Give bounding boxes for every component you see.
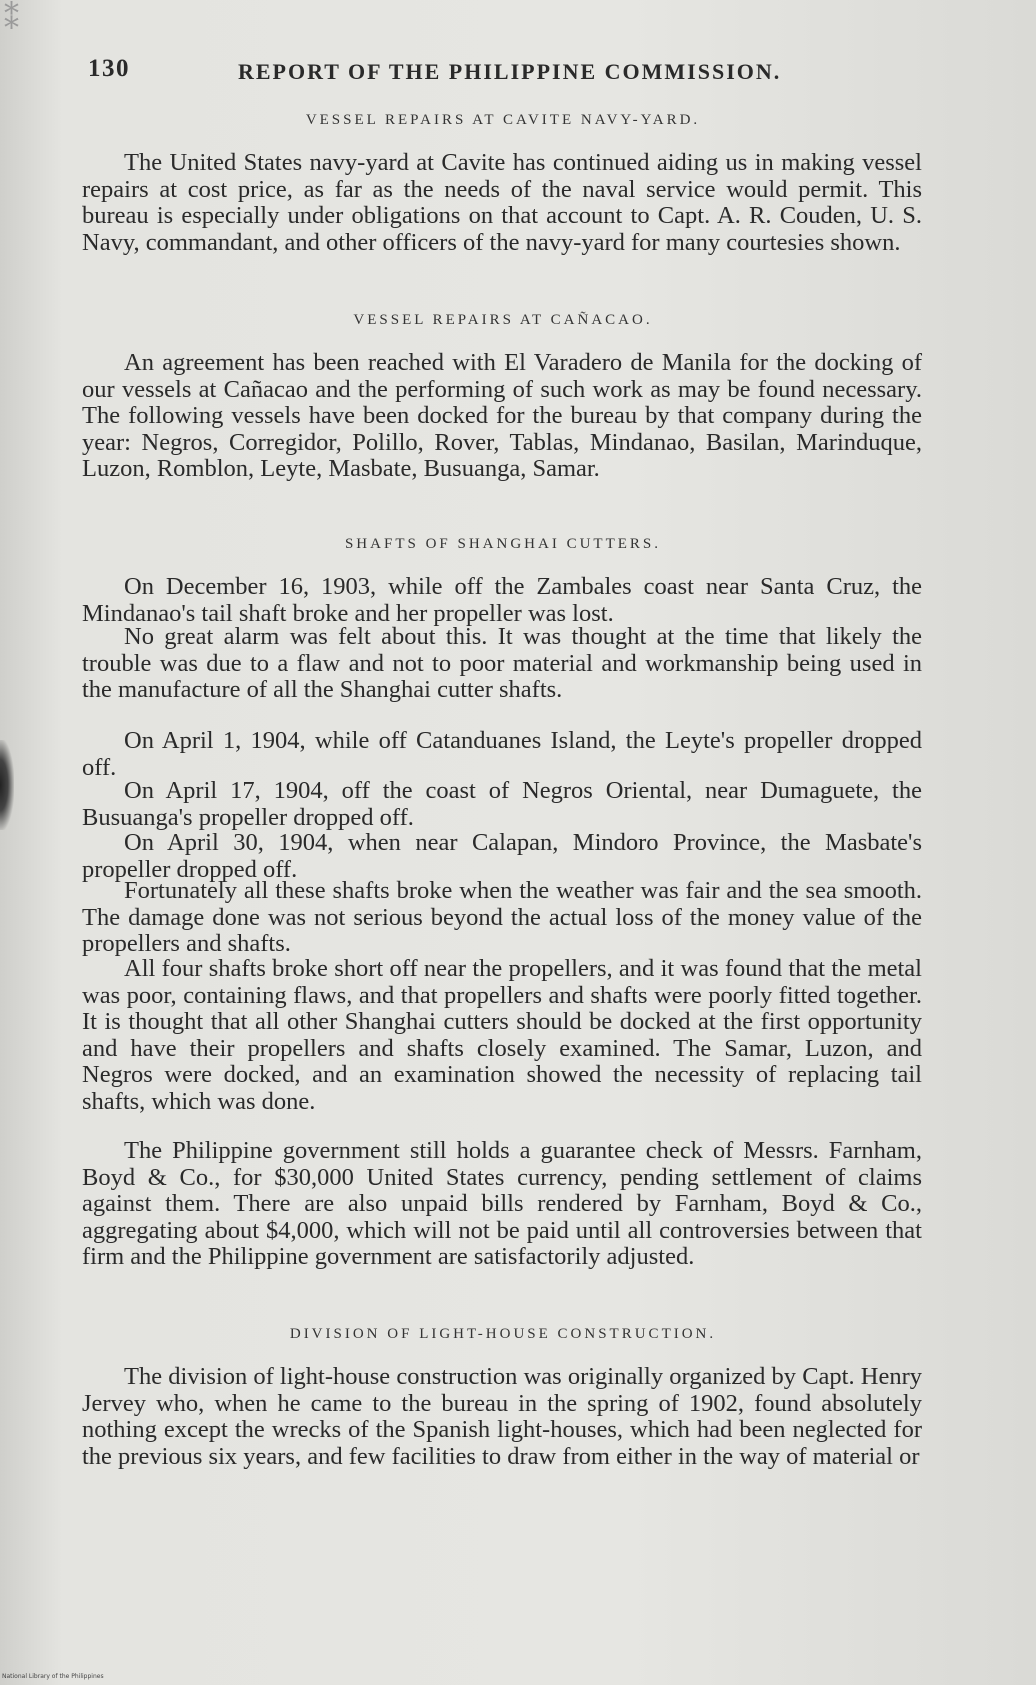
paragraph-shafts-2: No great alarm was felt about this. It was thought at the time that likely the trouble was due to a flaw and not to poor material and workmanship being used in the manufacture of all the Shanghai cutter shafts. xyxy=(82,623,922,703)
paragraph-shafts-7: All four shafts broke short off near the propellers, and it was found that the metal was poor, containing flaws, and that propellers and shafts were poorly fitted together. It is thought that all other Shanghai cutters should be docked at the first opportunity and have their propellers and shafts closely examined. The Samar, Luzon, and Negros were docked, and an examination showed the necessity of replacing tail shafts, which was done. xyxy=(82,955,922,1115)
page-number: 130 xyxy=(88,55,130,82)
paragraph-shafts-3: On April 1, 1904, while off Catanduanes Island, the Leyte's propeller dropped off. xyxy=(82,727,922,781)
paragraph-shafts-5: On April 30, 1904, when near Calapan, Mindoro Province, the Masbate's propeller dropped off. xyxy=(82,829,922,883)
section-heading-cavite: VESSEL REPAIRS AT CAVITE NAVY-YARD. xyxy=(305,112,701,128)
paragraph-shafts-1: On December 16, 1903, while off the Zambales coast near Santa Cruz, the Mindanao's tail shaft broke and her propeller was lost. xyxy=(82,573,922,627)
scan-footer: National Library of the Philippines xyxy=(2,1673,104,1680)
paragraph-cavite: The United States navy-yard at Cavite has continued aiding us in making vessel repairs at cost price, as far as the needs of the naval service would permit. This bureau is especially under obligations on that account to Capt. A. R. Couden, U. S. Navy, commandant, and other officers of the navy-yard for many courtesies shown. xyxy=(82,149,922,256)
section-heading-shafts: SHAFTS OF SHANGHAI CUTTERS. xyxy=(344,536,662,552)
paragraph-shafts-6: Fortunately all these shafts broke when the weather was fair and the sea smooth. The damage done was not serious beyond the actual loss of the money value of the propellers and shafts. xyxy=(82,877,922,957)
paragraph-lighthouse: The division of light-house construction was originally organized by Capt. Henry Jervey who, when he came to the bureau in the spring of 1902, found absolutely nothing except the wrecks of the Spanish light-houses, which had been neglected for the previous six years, and few facilities to draw from either in the way of material or xyxy=(82,1363,922,1470)
section-heading-canacao: VESSEL REPAIRS AT CAÑACAO. xyxy=(353,312,653,328)
section-heading-lighthouse: DIVISION OF LIGHT-HOUSE CONSTRUCTION. xyxy=(289,1326,717,1342)
scan-mark: ⁑ xyxy=(4,2,19,37)
ink-blot xyxy=(0,740,14,830)
running-title: REPORT OF THE PHILIPPINE COMMISSION. xyxy=(238,59,782,84)
paragraph-shafts-8: The Philippine government still holds a guarantee check of Messrs. Farnham, Boyd & Co., for $30,000 United States currency, pending settlement of claims against them. There are also unpaid bills rendered by Farnham, Boyd & Co., aggregating about $4,000, which will not be paid until all controversies between that firm and the Philippine government are satisfactorily adjusted. xyxy=(82,1137,922,1270)
paragraph-canacao: An agreement has been reached with El Varadero de Manila for the docking of our vessels at Cañacao and the performing of such work as may be found necessary. The following vessels have been docked for the bureau by that company during the year: Negros, Corregidor, Polillo, Rover, Tablas, Mindanao, Basilan, Marinduque, Luzon, Romblon, Leyte, Masbate, Busuanga, Samar. xyxy=(82,349,922,482)
paragraph-shafts-4: On April 17, 1904, off the coast of Negros Oriental, near Dumaguete, the Busuanga's propeller dropped off. xyxy=(82,777,922,831)
